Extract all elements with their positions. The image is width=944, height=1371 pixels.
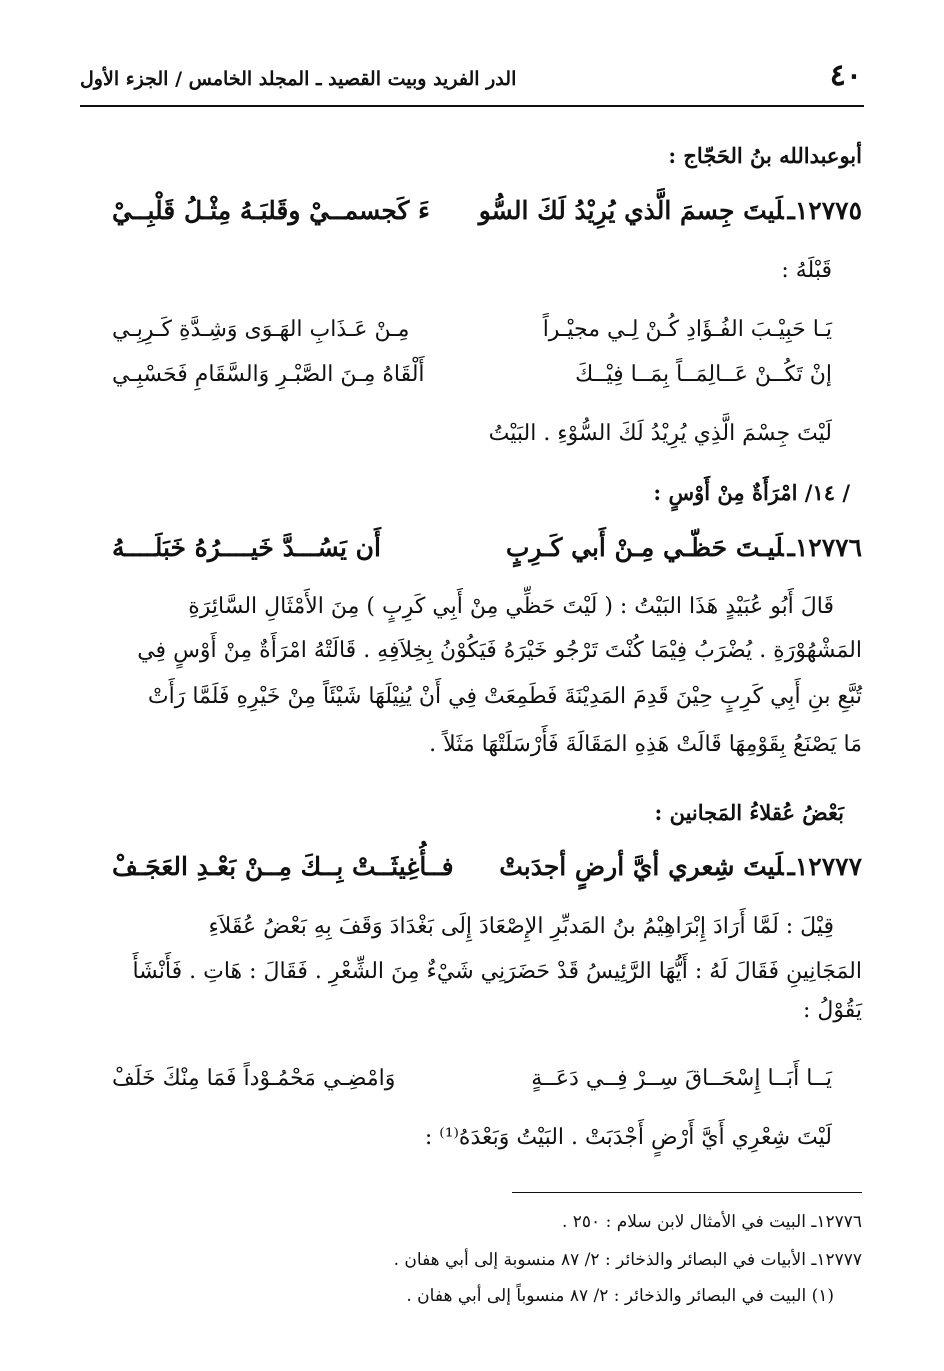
- prose-line: قَالَ أَبُو عُبَيْدٍ هَذَا البَيْتُ : ( لَيْتَ حَظِّي مِنْ أَبِي كَرِبٍ ) مِنَ الأَمْثَالِ السَّائِرَةِ: [188, 594, 834, 619]
- lead-text: قَبْلَهُ :: [781, 258, 832, 283]
- verse-line: [112, 852, 862, 888]
- footnote: (١) البيت في البصائر والذخائر : ٢/ ٨٧ منسوباً إلى أبي هفان .: [406, 1286, 834, 1306]
- poem-first-hemistich: يَـا حَبِيْـبَ الفُـؤَادِ كُـنْ لِـي مجيْـراً: [542, 317, 832, 342]
- prose-line: يَقُوْلُ :: [802, 998, 862, 1023]
- closing-text: لَيْتَ شِعْرِي أَيَّ أَرْضٍ أَجْدَبَتْ . البَيْتُ وَبَعْدَهُ⁽¹⁾ :: [424, 1125, 832, 1150]
- verse-second-hemistich: ءَ كَجسمــيْ وقَلبَـهُ مِثْـلُ قَلْبِــيْ: [112, 196, 430, 225]
- footnote-rule: [512, 1192, 862, 1193]
- speaker-heading: أبوعبدالله بنُ الحَجّاج :: [668, 143, 862, 168]
- poem-second-hemistich: وَامْضِـي مَحْمُـوْداً فَمَا مِنْكَ خَلَفْ: [112, 1066, 396, 1091]
- running-title: الدر الفريد وبيت القصيد ـ المجلد الخامس / الجزء الأول: [80, 68, 517, 90]
- verse-first-hemistich: [506, 533, 862, 562]
- verse-first-text: لَيتَ جِسمَ الَّذي يُرِيْدُ لَكَ السُّو: [478, 196, 784, 225]
- page-number: ٤٠: [829, 58, 862, 93]
- closing-text: لَيْتَ جِسْمَ الَّذِي يُرِيْدُ لَكَ السُّوْءِ . البَيْتُ: [488, 421, 832, 446]
- verse-number: ١٢٧٧٥ـ: [787, 196, 862, 225]
- footnote: ١٢٧٧٧ـ الأبيات في البصائر والذخائر : ٢/ ٨٧ منسوبة إلى أبي هفان .: [393, 1250, 862, 1270]
- verse-line: [112, 196, 862, 232]
- verse-second-hemistich: أَن يَسُـــدَّ خَيــــرُهُ خَبَلَــــهُ: [112, 533, 381, 562]
- poem-second-hemistich: مِـنْ عَـذَابِ الهَـوَى وَشِـدَّةِ كَـرِبِـي: [112, 317, 410, 342]
- poem-couplet: [112, 362, 832, 394]
- page-header: [80, 58, 862, 98]
- verse-first-text: لَيتَ شِعري أيَّ أرضٍ أجدَبتْ: [499, 852, 784, 881]
- verse-line: [112, 533, 862, 569]
- verse-first-hemistich: [499, 852, 862, 881]
- prose-line: مَا يَصْنَعُ بِقَوْمِهَا قَالَتْ هَذِهِ المَقَالَةَ فَأَرْسَلَتْهَا مَثَلاً .: [429, 732, 862, 757]
- prose-line: المَجَانِينِ فَقَالَ لَهُ : أَيُّهَا الرَّئِيسُ قَدْ حَضَرَنِي شَيْءٌ مِنَ الشِّعْرِ . فَقَالَ : هَاتِ . فَأَنْشَأَ: [132, 959, 862, 984]
- prose-line: تُبَّعِ بنِ أَبِي كَرِبٍ حِيْنَ قَدِمَ المَدِيْنَةَ فَطَمِعَتْ فِي أَنْ يُنِيْلَهَا شَيْئَاً مِنْ خَيْرِهِ فَلَمَّا رَأَتْ: [147, 684, 862, 709]
- verse-number: ١٢٧٧٦ـ: [787, 533, 862, 562]
- verse-second-hemistich: فــأُغِيثَــتْ بِــكَ مِــنْ بَعْـدِ العَجَـفْ: [112, 852, 454, 881]
- verse-first-text: لَيـتَ حَظّـي مِـنْ أَبي كَـرِبٍ: [505, 533, 784, 562]
- poem-first-hemistich: يَــا أَبَــا إِسْحَــاقَ سِــرْ فِــي دَعَــةٍ: [531, 1066, 832, 1091]
- poem-second-hemistich: أَلْقَاهُ مِـنَ الصَّبْـرِ وَالسَّقَامِ فَحَسْبِـي: [112, 362, 425, 387]
- speaker-heading: / ١٤/ امْرَأَةٌ مِنْ أَوْسٍ :: [653, 480, 850, 505]
- verse-first-hemistich: [479, 196, 862, 225]
- poem-couplet: [112, 317, 832, 349]
- poem-couplet: [112, 1066, 832, 1098]
- prose-line: قِيْلَ : لَمَّا أَرَادَ إِبْرَاهِيْمُ بنُ المَدبِّرِ الإِصْعَادَ إِلَى بَغْدَادَ وَقَفَ بِهِ بَعْضُ عُقَلاَءِ: [208, 914, 834, 939]
- footnote: ١٢٧٧٦ـ البيت في الأمثال لابن سلام : ٢٥٠ .: [561, 1212, 862, 1232]
- header-rule: [80, 105, 864, 107]
- speaker-heading: بَعْضُ عُقلاءُ المَجانين :: [654, 800, 844, 825]
- prose-line: المَشْهُوْرَةِ . يُضْرَبُ فِيْمَا كُنْتَ تَرْجُو خَيْرَهُ فَيَكُوْنُ بِخِلاَفِهِ . قَالَتْهُ امْرَأَةٌ مِنْ أَوْسٍ فِي: [137, 638, 862, 663]
- verse-number: ١٢٧٧٧ـ: [787, 852, 862, 881]
- poem-first-hemistich: إنْ تَكُــنْ عَــالِمَــاً بِمَــا فِيْــكَ: [575, 362, 832, 387]
